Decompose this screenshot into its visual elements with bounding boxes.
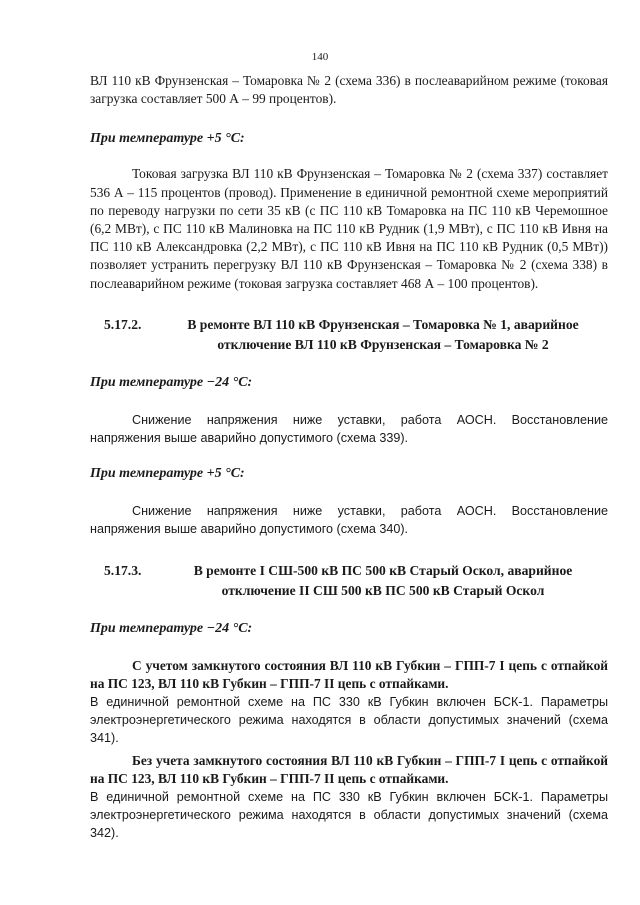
- paragraph-open-state-bold: Без учета замкнутого состояния ВЛ 110 кВ Губкин – ГПП-7 I цепь с отпайкой на ПС 123, ВЛ 110 кВ Губкин – ГПП-7 II цепь с отпайками.: [90, 752, 608, 786]
- page-content: [90, 72, 608, 843]
- section-heading-5-17-2: [90, 315, 608, 355]
- section-title: В ремонте ВЛ 110 кВ Фрунзенская – Томаровка № 1, аварийное отключение ВЛ 110 кВ Фрунзенская – Томаровка № 2: [187, 316, 579, 352]
- paragraph-scheme-341: В единичной ремонтной схеме на ПС 330 кВ Губкин включен БСК-1. Параметры электроэнергетического режима находятся в области допустимых значений (схема 341).: [90, 695, 608, 746]
- section-title: В ремонте I СШ-500 кВ ПС 500 кВ Старый Оскол, аварийное отключение II СШ 500 кВ ПС 500 кВ Старый Оскол: [193, 562, 573, 598]
- temperature-heading-plus5: При температуре +5 °С:: [90, 466, 245, 482]
- temperature-heading-minus24: При температуре −24 °С:: [90, 620, 253, 636]
- section-heading-5-17-3: [90, 561, 608, 601]
- paragraph-overload-337: Токовая загрузка ВЛ 110 кВ Фрунзенская – Томаровка № 2 (схема 337) составляет 536 А – 115 процентов (провод). Применение в единичной ремонтной схеме мероприятий по переводу нагрузки по сети 35 кВ (с ПС 110 кВ Томаровка на ПС 110 кВ Черемошное (6,2 МВт), с ПС 110 кВ Малиновка на ПС 110 кВ Рудник (1,9 МВт), с ПС 110 кВ Ивня на ПС 110 кВ Александровка (2,2 МВт), с ПС 110 кВ Ивня на ПС 110 кВ Рудник (0,5 МВт)) позволяет устранить перегрузку ВЛ 110 кВ Фрунзенская – Томаровка № 2 (схема 338) в послеаварийном режиме (токовая загрузка составляет 468 А – 100 процентов).: [90, 166, 608, 291]
- paragraph-overload-336: ВЛ 110 кВ Фрунзенская – Томаровка № 2 (схема 336) в послеаварийном режиме (токовая загрузка составляет 500 А – 99 процентов).: [90, 73, 608, 107]
- paragraph-voltage-340: Снижение напряжения ниже уставки, работа АОСН. Восстановление напряжения выше аварийно допустимого (схема 340).: [90, 504, 608, 537]
- paragraph-voltage-339: Снижение напряжения ниже уставки, работа АОСН. Восстановление напряжения выше аварийно допустимого (схема 339).: [90, 412, 608, 446]
- section-number: 5.17.2.: [104, 316, 142, 332]
- paragraph-scheme-342: В единичной ремонтной схеме на ПС 330 кВ Губкин включен БСК-1. Параметры электроэнергетического режима находятся в области допустимых значений (схема 342).: [90, 790, 608, 841]
- paragraph-closed-state-bold: С учетом замкнутого состояния ВЛ 110 кВ Губкин – ГПП-7 I цепь с отпайкой на ПС 123, ВЛ 110 кВ Губкин – ГПП-7 II цепь с отпайками.: [90, 657, 608, 691]
- temperature-heading-minus24: При температуре −24 °С:: [90, 374, 253, 390]
- temperature-heading-plus5: При температуре +5 °С:: [90, 131, 245, 147]
- section-number: 5.17.3.: [104, 562, 142, 578]
- page-number: 140: [311, 51, 329, 63]
